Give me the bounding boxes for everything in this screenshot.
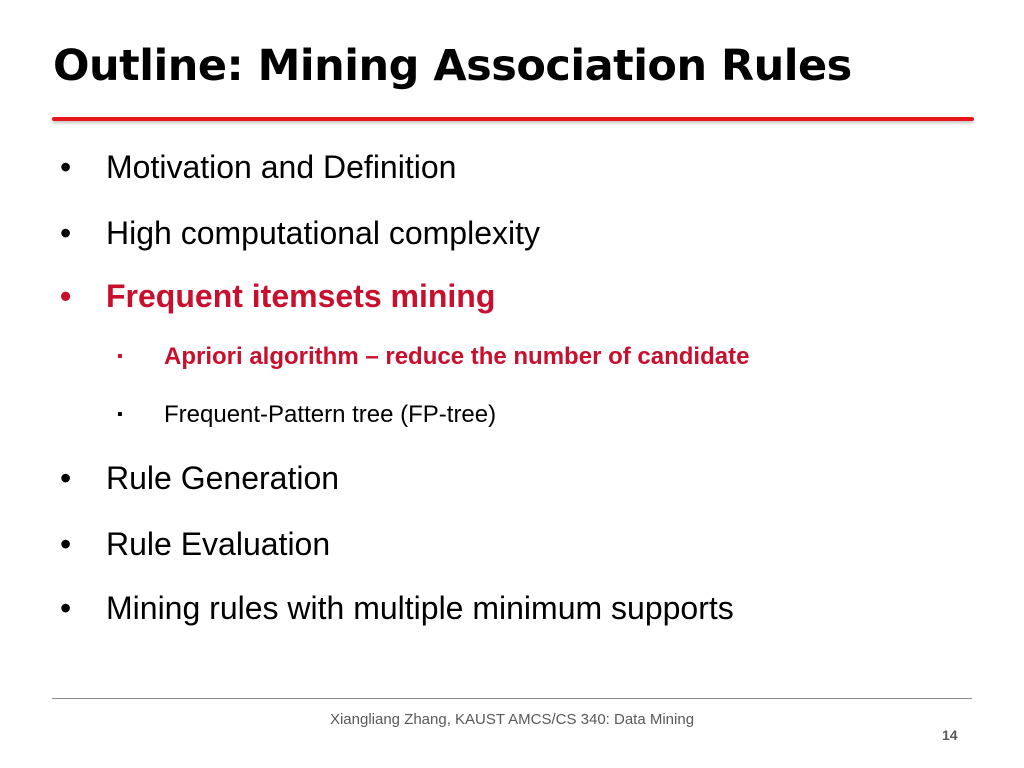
page-number: 14 bbox=[942, 727, 958, 743]
bullet-dot-icon: • bbox=[60, 526, 72, 562]
bullet-dot-icon: • bbox=[60, 278, 72, 314]
bullet-dot-icon: • bbox=[60, 460, 72, 496]
bullet-square-icon: ▪ bbox=[117, 406, 123, 423]
footer-divider bbox=[52, 698, 972, 699]
outline-item-text: Mining rules with multiple minimum supports bbox=[106, 590, 734, 626]
outline-subitem-text: Frequent-Pattern tree (FP-tree) bbox=[164, 401, 497, 428]
bullet-dot-icon: • bbox=[60, 149, 72, 185]
bullet-square-icon: ▪ bbox=[117, 348, 123, 365]
footer-credit: Xiangliang Zhang, KAUST AMCS/CS 340: Data Mining bbox=[329, 711, 695, 728]
outline-item-text: High computational complexity bbox=[106, 215, 540, 251]
outline-subitem-text: Apriori algorithm – reduce the number of candidate bbox=[164, 343, 750, 370]
outline-item-text: Rule Generation bbox=[106, 460, 340, 496]
outline-item-text: Rule Evaluation bbox=[106, 526, 331, 562]
bullet-dot-icon: • bbox=[60, 215, 72, 251]
outline-item-text: Motivation and Definition bbox=[106, 149, 457, 185]
slide-title: Outline: Mining Association Rules bbox=[53, 41, 852, 91]
title-underline bbox=[52, 117, 974, 121]
outline-item-text: Frequent itemsets mining bbox=[106, 278, 496, 314]
bullet-dot-icon: • bbox=[60, 590, 72, 626]
